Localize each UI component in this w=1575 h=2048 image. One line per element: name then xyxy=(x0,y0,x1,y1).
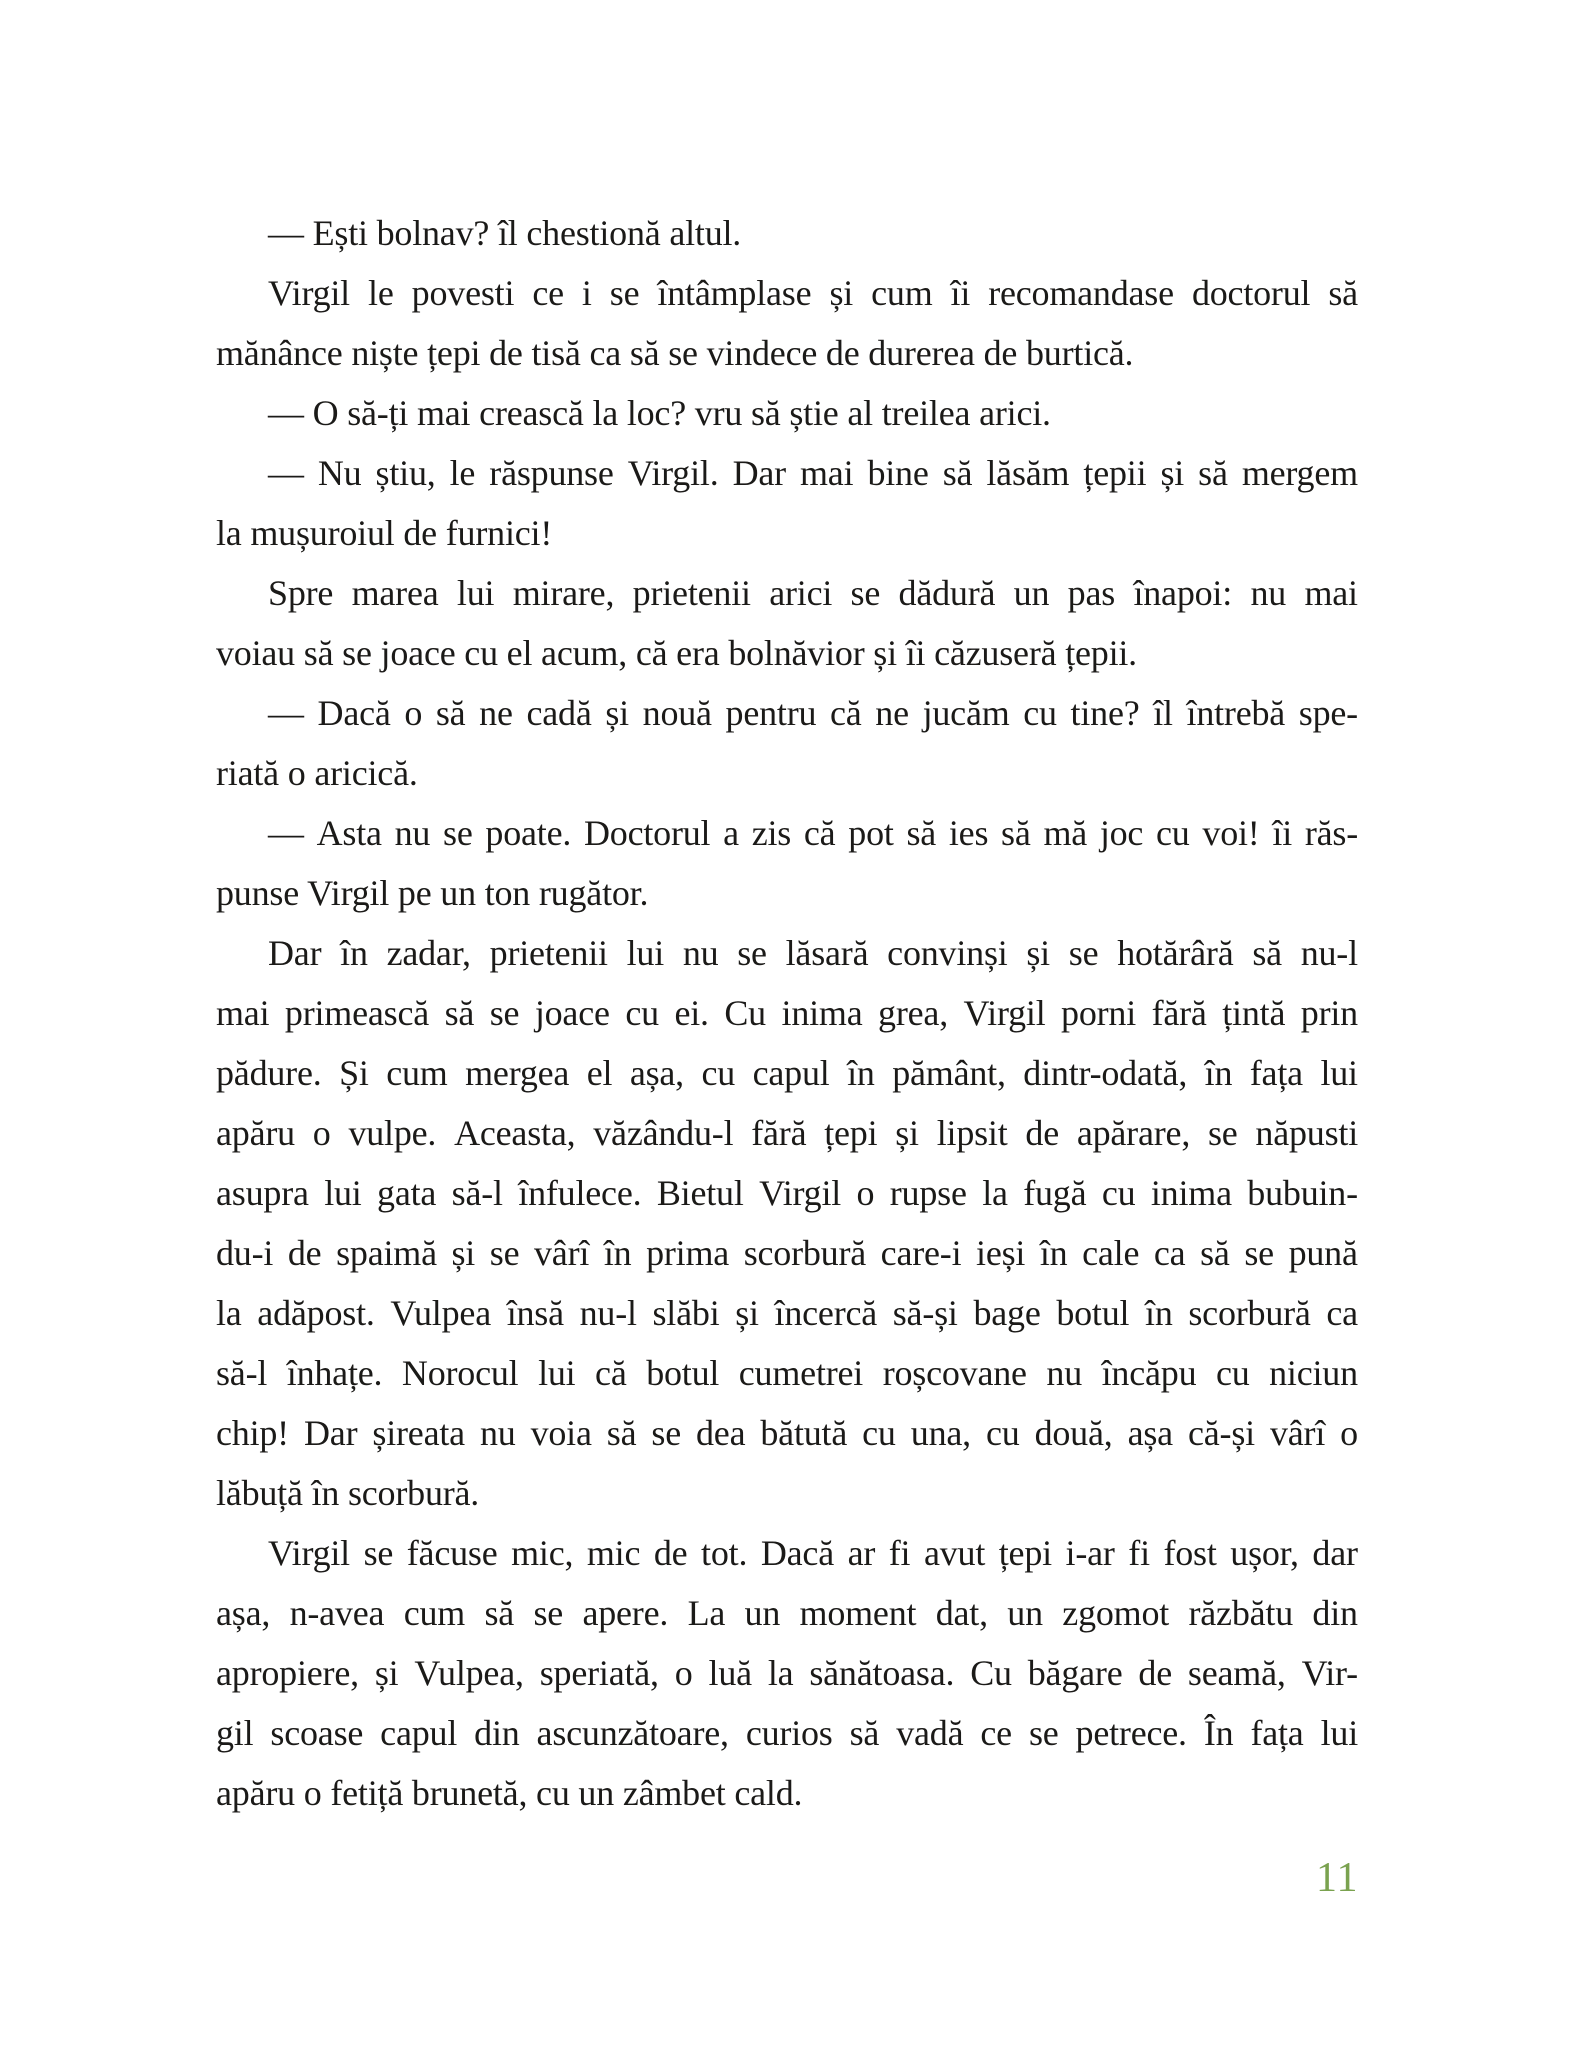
text-word: cu xyxy=(701,1053,736,1093)
text-word: bubuin- xyxy=(1247,1173,1358,1213)
text-word: să-l xyxy=(451,1173,503,1213)
text-word: două, xyxy=(1034,1413,1113,1453)
text-word: scorbură xyxy=(1188,1293,1311,1333)
text-word: încercă xyxy=(774,1293,878,1333)
text-word: În xyxy=(1203,1713,1234,1753)
text-word: făcuse xyxy=(406,1533,498,1573)
text-word: poate. xyxy=(485,813,572,853)
text-word: cum xyxy=(871,273,933,313)
text-word: lăsară xyxy=(785,933,869,973)
text-word: gil xyxy=(216,1713,254,1753)
text-word: convinși xyxy=(887,933,1008,973)
text-word: Spre xyxy=(268,573,334,613)
text-word: să xyxy=(1252,933,1282,973)
text-word: care-i xyxy=(880,1233,962,1273)
text-word: tine? xyxy=(1070,693,1140,733)
text-word: din xyxy=(1312,1593,1358,1633)
text-word: grea, xyxy=(878,993,948,1033)
text-word: Virgil. xyxy=(627,453,719,493)
text-word: apropiere, xyxy=(216,1653,359,1693)
text-word: dintr-odată, xyxy=(1023,1053,1188,1093)
text-word: îl xyxy=(1153,693,1173,733)
text-word: întâmplase xyxy=(657,273,812,313)
text-word: avut xyxy=(923,1533,986,1573)
text-word: să xyxy=(484,1593,515,1633)
text-word: porni xyxy=(1061,993,1137,1033)
text-line: — O să-ți mai crească la loc? vru să știe al treilea arici. xyxy=(268,393,1051,433)
text-word: Virgil xyxy=(759,1173,842,1213)
text-line: apăru o fetiță brunetă, cu un zâmbet cald. xyxy=(216,1773,803,1813)
text-word: La xyxy=(687,1593,726,1633)
text-word: fugă xyxy=(1023,1173,1087,1213)
text-word: să xyxy=(849,1713,880,1753)
text-word: ascunzătoare, xyxy=(536,1713,729,1753)
text-word: încăpu xyxy=(1101,1353,1197,1393)
text-word: nu xyxy=(479,1413,516,1453)
text-word: Virgil xyxy=(963,993,1046,1033)
text-word: se xyxy=(443,813,473,853)
text-word: Dar xyxy=(268,933,322,973)
text-word: și xyxy=(895,1113,919,1153)
text-word: fără xyxy=(1151,993,1207,1033)
text-word: să xyxy=(1198,453,1228,493)
text-word: inima xyxy=(781,993,863,1033)
text-word: voia xyxy=(530,1413,592,1453)
text-word: marea xyxy=(351,573,439,613)
text-word: lui xyxy=(538,1353,576,1393)
text-word: capul xyxy=(380,1713,458,1753)
text-word: să xyxy=(444,993,475,1033)
text-word: în xyxy=(603,1233,632,1273)
text-word: mai xyxy=(216,993,270,1033)
text-word: Dar xyxy=(304,1413,358,1453)
text-word: dea xyxy=(696,1413,746,1453)
text-word: joace xyxy=(534,993,610,1033)
text-word: Aceasta, xyxy=(454,1113,576,1153)
text-word: vârî xyxy=(534,1233,590,1273)
text-word: bine xyxy=(867,453,929,493)
text-word: să xyxy=(1328,273,1358,313)
text-word: mergea xyxy=(465,1053,570,1093)
text-word: hotărâră xyxy=(1117,933,1234,973)
text-word: să-l xyxy=(216,1353,268,1393)
text-word: cum xyxy=(386,1053,448,1093)
text-word: de xyxy=(287,1233,322,1273)
text-word: bătută xyxy=(760,1413,848,1453)
text-word: asupra xyxy=(216,1173,309,1213)
text-word: țepi xyxy=(998,1533,1052,1573)
text-word: în xyxy=(340,933,368,973)
text-word: la xyxy=(216,1293,242,1333)
text-word: Virgil xyxy=(268,1533,350,1573)
text-word: țepii xyxy=(1083,453,1147,493)
text-word: lui xyxy=(1320,1053,1358,1093)
text-line xyxy=(216,1643,1358,1703)
text-word: una, xyxy=(910,1413,971,1453)
text-word: se xyxy=(1207,1113,1238,1153)
text-word: și xyxy=(1026,933,1050,973)
text-word: i xyxy=(581,273,592,313)
text-word: capul xyxy=(752,1053,830,1093)
text-word: îi xyxy=(1272,813,1293,853)
text-word: la xyxy=(767,1653,794,1693)
text-word: ce xyxy=(980,1713,1012,1753)
text-line: mănânce niște țepi de tisă ca să se vindece de durerea de burtică. xyxy=(216,333,1134,373)
text-word: le xyxy=(449,453,476,493)
text-word: pădure. xyxy=(216,1053,322,1093)
text-word: ca xyxy=(1326,1293,1358,1333)
text-word: să xyxy=(942,453,973,493)
text-word: răspunse xyxy=(489,453,614,493)
text-word: Cu xyxy=(970,1653,1012,1693)
text-word: cu xyxy=(1101,1173,1136,1213)
text-word: vadă xyxy=(896,1713,964,1753)
text-word: pentru xyxy=(725,693,817,733)
text-line xyxy=(216,803,1358,863)
text-word: lui xyxy=(324,1173,362,1213)
text-word: că xyxy=(830,693,862,733)
text-word: botul xyxy=(1056,1293,1130,1333)
text-word: ies xyxy=(948,813,989,853)
text-word: rupse xyxy=(889,1173,967,1213)
text-word: el xyxy=(586,1053,613,1093)
text-word: cu xyxy=(625,993,659,1033)
text-line xyxy=(216,1403,1358,1463)
text-word: și xyxy=(374,1653,399,1693)
text-word: să xyxy=(1001,813,1031,853)
text-word: nu xyxy=(682,933,719,973)
text-word: întrebă xyxy=(1186,693,1286,733)
text-word: Doctorul xyxy=(583,813,711,853)
text-word: nu-l xyxy=(1300,933,1358,973)
text-word: răs- xyxy=(1304,813,1358,853)
text-line: lăbuță în scorbură. xyxy=(216,1473,480,1513)
text-word: moment xyxy=(799,1593,917,1633)
text-word: joc xyxy=(1099,813,1144,853)
text-word: mirare, xyxy=(512,573,615,613)
text-word: fața xyxy=(1249,1053,1303,1093)
text-word: înfulece. xyxy=(518,1173,642,1213)
text-word: spe- xyxy=(1298,693,1358,733)
text-word: fața xyxy=(1250,1713,1304,1753)
text-line xyxy=(216,1223,1358,1283)
text-word: petrece. xyxy=(1075,1713,1187,1753)
text-word: fără xyxy=(751,1113,807,1153)
text-line xyxy=(216,1703,1358,1763)
text-word: lui xyxy=(1320,1713,1358,1753)
text-word: pământ, xyxy=(892,1053,1006,1093)
text-word: în xyxy=(847,1053,875,1093)
text-word: lipsit xyxy=(936,1113,1008,1153)
text-word: nouă xyxy=(642,693,712,733)
page-number: 11 xyxy=(1316,1855,1359,1901)
text-word: fi xyxy=(1128,1533,1150,1573)
text-word: voi! xyxy=(1202,813,1260,853)
text-word: — xyxy=(268,453,304,493)
text-word: și xyxy=(451,1233,476,1273)
text-word: Dar xyxy=(732,453,786,493)
text-word: un xyxy=(744,1593,781,1633)
text-line: — Ești bolnav? îl chestionă altul. xyxy=(268,213,742,253)
text-word: o xyxy=(404,693,423,733)
text-word: Norocul xyxy=(401,1353,519,1393)
text-word: sănătoasa. xyxy=(809,1653,955,1693)
text-word: prin xyxy=(1300,993,1358,1033)
text-word: chip! xyxy=(216,1413,289,1453)
text-line xyxy=(216,263,1358,323)
text-word: apere. xyxy=(582,1593,669,1633)
text-word: mic xyxy=(586,1533,641,1573)
text-word: mai xyxy=(1304,573,1358,613)
text-word: roșcovane xyxy=(882,1353,1027,1393)
text-word: să xyxy=(906,813,937,853)
text-word: înapoi: xyxy=(1133,573,1233,613)
text-word: nu xyxy=(394,813,431,853)
text-word: — xyxy=(268,813,304,853)
text-word: cumetrei xyxy=(738,1353,864,1393)
page-text-block xyxy=(216,203,1358,1823)
text-word: apăru xyxy=(216,1113,295,1153)
text-word: adăpost. xyxy=(257,1293,375,1333)
text-word: să xyxy=(606,1413,637,1453)
text-word: ne xyxy=(875,693,909,733)
text-word: jucăm xyxy=(922,693,1010,733)
text-word: în xyxy=(1204,1053,1233,1093)
text-line xyxy=(216,1583,1358,1643)
text-word: arici xyxy=(769,573,833,613)
text-word: și xyxy=(735,1293,759,1333)
text-word: dat, xyxy=(935,1593,988,1633)
text-word: dar xyxy=(1312,1533,1358,1573)
text-word: lăsăm xyxy=(986,453,1070,493)
text-word: se xyxy=(533,1593,564,1633)
text-word: povesti xyxy=(411,273,515,313)
text-word: din xyxy=(474,1713,520,1753)
text-line xyxy=(216,1523,1358,1583)
text-word: lui xyxy=(626,933,665,973)
text-word: prietenii xyxy=(489,933,608,973)
text-word: gata xyxy=(377,1173,437,1213)
text-word: în xyxy=(1039,1233,1068,1273)
text-line xyxy=(216,1043,1358,1103)
text-word: n-avea xyxy=(289,1593,385,1633)
text-word: bage xyxy=(973,1293,1041,1333)
text-word: scorbură xyxy=(743,1233,867,1273)
text-word: spaimă xyxy=(336,1233,437,1273)
text-word: i-ar xyxy=(1065,1533,1115,1573)
text-word: mă xyxy=(1043,813,1088,853)
text-word: așa xyxy=(1127,1413,1173,1453)
text-word: se xyxy=(489,993,520,1033)
text-word: doctorul xyxy=(1191,273,1311,313)
text-word: știu, xyxy=(375,453,436,493)
text-line xyxy=(216,563,1358,623)
text-word: zgomot xyxy=(1062,1593,1170,1633)
text-word: nu xyxy=(1250,573,1287,613)
text-word: cale xyxy=(1082,1233,1140,1273)
text-word: — xyxy=(268,693,304,733)
text-word: Vulpea xyxy=(390,1293,491,1333)
text-word: ar xyxy=(847,1533,876,1573)
text-word: de xyxy=(1138,1653,1172,1693)
text-word: șireata xyxy=(372,1413,465,1453)
text-word: să xyxy=(435,693,466,733)
text-word: recomandase xyxy=(988,273,1174,313)
text-word: du-i xyxy=(216,1233,274,1273)
text-word: Vir- xyxy=(1301,1653,1358,1693)
text-word: le xyxy=(368,273,394,313)
text-word: băgare xyxy=(1027,1653,1123,1693)
text-word: Dacă xyxy=(317,693,391,733)
text-word: răzbătu xyxy=(1188,1593,1294,1633)
text-line xyxy=(216,983,1358,1043)
text-word: de xyxy=(1025,1113,1059,1153)
text-word: că xyxy=(595,1353,627,1393)
text-word: inima xyxy=(1150,1173,1232,1213)
text-word: o xyxy=(674,1653,693,1693)
text-word: Virgil xyxy=(268,273,350,313)
text-line xyxy=(216,443,1358,503)
text-word: se xyxy=(1068,933,1099,973)
text-word: cu xyxy=(1156,813,1190,853)
text-word: cadă xyxy=(526,693,592,733)
text-word: o xyxy=(312,1113,331,1153)
text-word: Bietul xyxy=(656,1173,744,1213)
text-word: cu xyxy=(985,1413,1020,1453)
text-word: năpusti xyxy=(1255,1113,1358,1153)
text-word: așa, xyxy=(629,1053,684,1093)
text-word: să-și xyxy=(892,1293,958,1333)
text-word: cum xyxy=(403,1593,466,1633)
text-word: speriată, xyxy=(539,1653,659,1693)
text-word: înhațe. xyxy=(286,1353,383,1393)
text-word: niciun xyxy=(1269,1353,1358,1393)
text-line xyxy=(216,1283,1358,1343)
text-word: cu xyxy=(1023,693,1057,733)
text-word: de xyxy=(653,1533,688,1573)
text-word: țepi xyxy=(824,1113,878,1153)
text-word: zadar, xyxy=(386,933,471,973)
text-word: pas xyxy=(1067,573,1116,613)
text-word: și xyxy=(605,693,629,733)
text-word: a xyxy=(723,813,739,853)
text-word: fost xyxy=(1163,1533,1217,1573)
text-word: se xyxy=(363,1533,394,1573)
text-word: se xyxy=(850,573,881,613)
text-word: văzându-l xyxy=(593,1113,734,1153)
text-word: și xyxy=(829,273,854,313)
text-word: slăbi xyxy=(652,1293,720,1333)
text-word: ca xyxy=(1153,1233,1186,1273)
text-word: nu xyxy=(1046,1353,1083,1393)
text-word: vârî xyxy=(1269,1413,1326,1453)
text-word: se xyxy=(609,273,640,313)
text-word: ne xyxy=(479,693,513,733)
text-word: așa, xyxy=(216,1593,271,1633)
text-word: seamă, xyxy=(1187,1653,1286,1693)
text-word: se xyxy=(1028,1713,1059,1753)
text-word: se xyxy=(737,933,767,973)
text-word: cu xyxy=(1215,1353,1250,1393)
text-word: se xyxy=(1244,1233,1274,1273)
text-line xyxy=(216,1343,1358,1403)
text-word: cu xyxy=(862,1413,896,1453)
text-word: ușor, xyxy=(1230,1533,1299,1573)
text-line: la mușuroiul de furnici! xyxy=(216,513,553,553)
text-word: o xyxy=(856,1173,875,1213)
text-line: riată o aricică. xyxy=(216,753,418,793)
text-word: nu-l xyxy=(579,1293,637,1333)
text-line xyxy=(216,1103,1358,1163)
text-word: în xyxy=(1145,1293,1173,1333)
text-line xyxy=(216,683,1358,743)
text-word: o xyxy=(1340,1413,1358,1453)
text-word: pot xyxy=(848,813,894,853)
text-word: se xyxy=(651,1413,681,1453)
text-word: ce xyxy=(532,273,564,313)
text-word: pună xyxy=(1288,1233,1358,1273)
text-word: ieși xyxy=(976,1233,1026,1273)
text-word: însă xyxy=(506,1293,564,1333)
text-word: luă xyxy=(708,1653,752,1693)
text-line: punse Virgil pe un ton rugător. xyxy=(216,873,649,913)
text-word: tot. xyxy=(701,1533,748,1573)
text-word: se xyxy=(489,1233,520,1273)
text-word: ei. xyxy=(674,993,709,1033)
text-word: scoase xyxy=(270,1713,364,1753)
text-word: un xyxy=(1007,1593,1043,1633)
text-word: Nu xyxy=(317,453,362,493)
text-word: Și xyxy=(339,1053,369,1093)
text-word: zis xyxy=(751,813,792,853)
text-word: prietenii xyxy=(632,573,751,613)
text-word: Cu xyxy=(724,993,766,1033)
text-word: la xyxy=(982,1173,1008,1213)
text-word: Asta xyxy=(316,813,382,853)
text-word: Dacă xyxy=(760,1533,834,1573)
text-word: Vulpea, xyxy=(414,1653,524,1693)
text-word: primească xyxy=(284,993,430,1033)
text-word: fi xyxy=(888,1533,911,1573)
text-word: îi xyxy=(950,273,971,313)
text-word: curios xyxy=(745,1713,833,1753)
text-word: țintă xyxy=(1222,993,1286,1033)
text-line xyxy=(216,1163,1358,1223)
text-word: botul xyxy=(646,1353,720,1393)
text-word: să xyxy=(1200,1233,1230,1273)
text-word: lui xyxy=(456,573,495,613)
text-word: mic, xyxy=(511,1533,574,1573)
text-word: că xyxy=(803,813,836,853)
text-word: dădură xyxy=(898,573,996,613)
text-line: voiau să se joace cu el acum, că era bolnăvior și îi căzuseră țepii. xyxy=(216,633,1137,673)
text-line xyxy=(216,923,1358,983)
text-word: că-și xyxy=(1187,1413,1255,1453)
text-word: vulpe. xyxy=(348,1113,437,1153)
text-word: prima xyxy=(646,1233,730,1273)
text-word: un xyxy=(1013,573,1050,613)
text-word: apărare, xyxy=(1076,1113,1191,1153)
text-word: mai xyxy=(800,453,854,493)
text-word: și xyxy=(1160,453,1185,493)
text-word: mergem xyxy=(1241,453,1358,493)
